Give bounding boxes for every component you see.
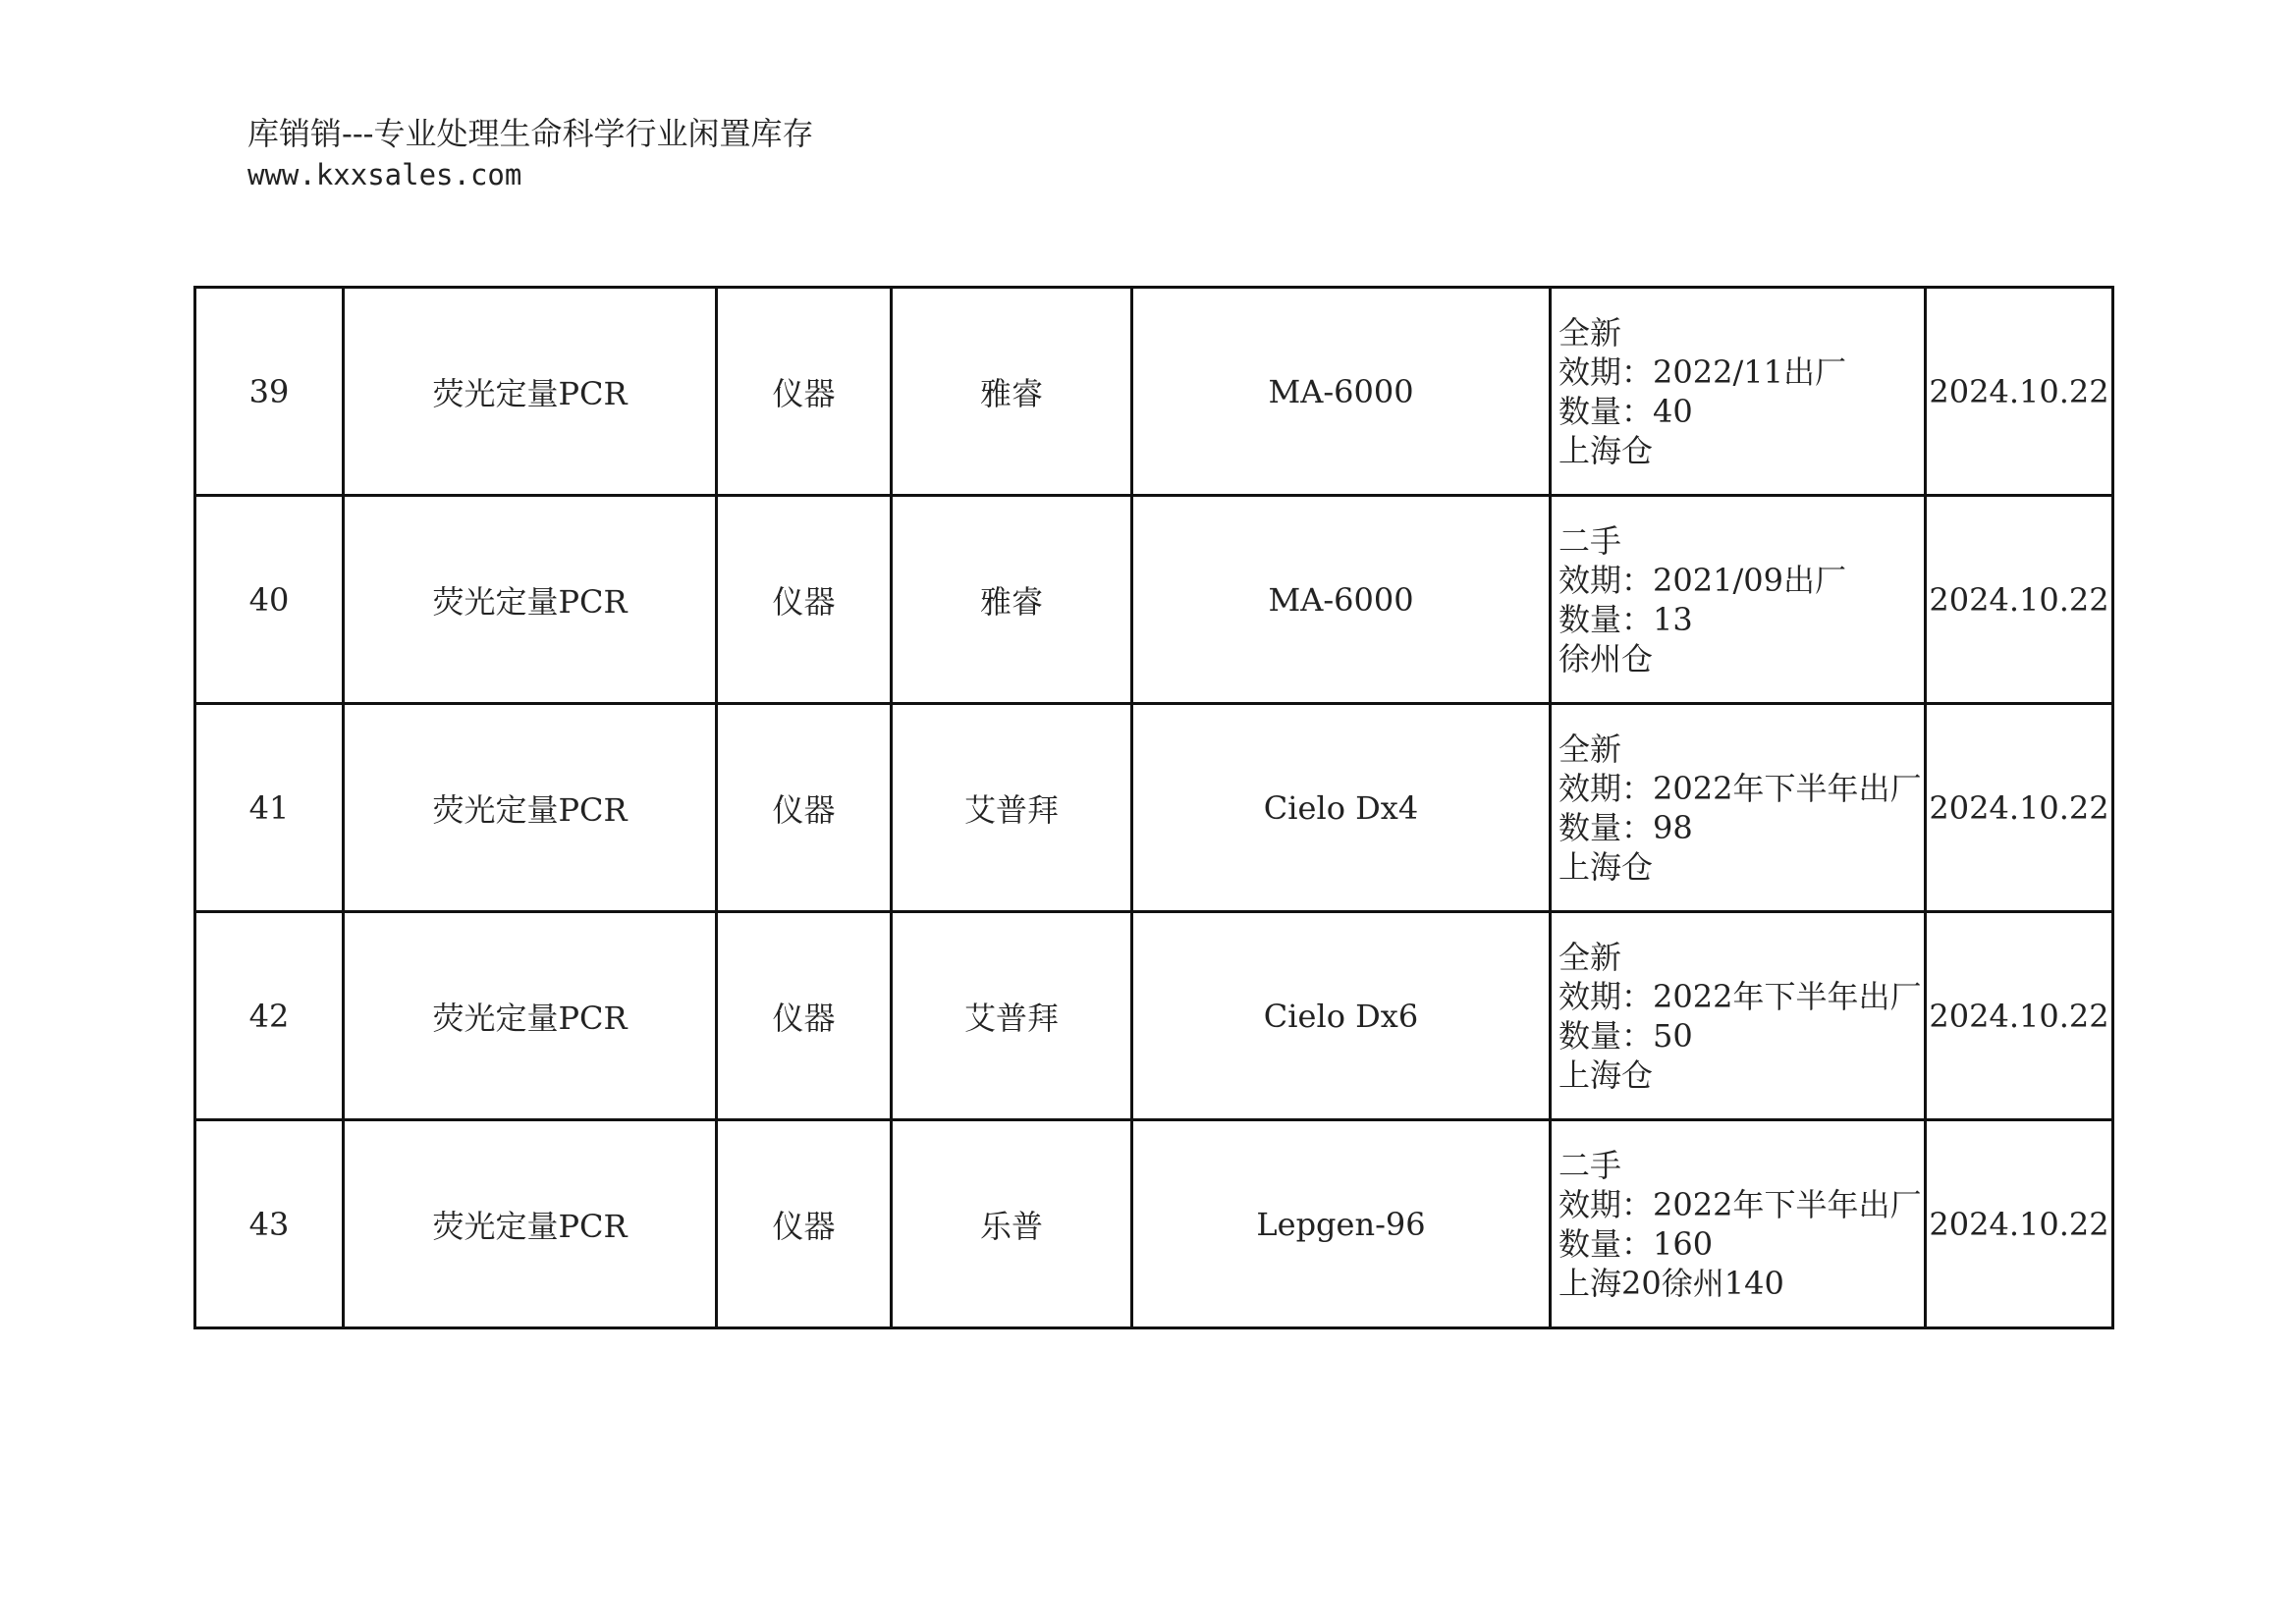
model-cell: MA-6000	[1132, 496, 1551, 704]
date-cell: 2024.10.22	[1926, 288, 2113, 496]
model-cell: MA-6000	[1132, 288, 1551, 496]
date-cell: 2024.10.22	[1926, 704, 2113, 912]
detail-line: 数量：40	[1558, 392, 1693, 430]
header-website: www.kxxsales.com	[247, 158, 522, 191]
detail-line: 全新	[1558, 313, 1622, 352]
category-cell: 仪器	[717, 704, 892, 912]
details-cell	[1551, 912, 1926, 1120]
row-number-cell: 40	[195, 496, 344, 704]
details-cell	[1551, 288, 1926, 496]
product-name-cell: 荧光定量PCR	[344, 704, 717, 912]
table-row	[195, 912, 2113, 1120]
date-cell: 2024.10.22	[1926, 1120, 2113, 1328]
row-number-cell: 41	[195, 704, 344, 912]
brand-cell: 雅睿	[892, 496, 1132, 704]
detail-line: 上海仓	[1558, 431, 1654, 469]
inventory-table	[193, 286, 2114, 1329]
model-cell: Cielo Dx6	[1132, 912, 1551, 1120]
table-row	[195, 496, 2113, 704]
detail-line: 全新	[1558, 730, 1622, 768]
product-name-cell: 荧光定量PCR	[344, 496, 717, 704]
table-row	[195, 288, 2113, 496]
row-number-cell: 43	[195, 1120, 344, 1328]
detail-line: 效期：2021/09出厂	[1558, 561, 1846, 599]
brand-cell: 乐普	[892, 1120, 1132, 1328]
inventory-table-body	[195, 288, 2113, 1328]
details-cell	[1551, 496, 1926, 704]
product-name-cell: 荧光定量PCR	[344, 1120, 717, 1328]
category-cell: 仪器	[717, 1120, 892, 1328]
detail-line: 上海仓	[1558, 1056, 1654, 1094]
page-header	[247, 112, 813, 194]
category-cell: 仪器	[717, 288, 892, 496]
detail-line: 效期：2022年下半年出厂	[1558, 977, 1922, 1015]
detail-line: 上海仓	[1558, 847, 1654, 886]
product-name-cell: 荧光定量PCR	[344, 912, 717, 1120]
detail-line: 徐州仓	[1558, 639, 1654, 677]
model-cell: Lepgen-96	[1132, 1120, 1551, 1328]
detail-line: 效期：2022年下半年出厂	[1558, 1185, 1922, 1223]
detail-line: 二手	[1558, 1146, 1622, 1184]
detail-line: 数量：98	[1558, 808, 1693, 846]
date-cell: 2024.10.22	[1926, 912, 2113, 1120]
detail-line: 上海20徐州140	[1558, 1264, 1784, 1302]
details-cell	[1551, 704, 1926, 912]
product-name-cell: 荧光定量PCR	[344, 288, 717, 496]
category-cell: 仪器	[717, 496, 892, 704]
row-number-cell: 42	[195, 912, 344, 1120]
detail-line: 二手	[1558, 521, 1622, 560]
details-cell	[1551, 1120, 1926, 1328]
date-cell: 2024.10.22	[1926, 496, 2113, 704]
table-row	[195, 704, 2113, 912]
header-title: 库销销---专业处理生命科学行业闲置库存	[247, 115, 814, 152]
brand-cell: 雅睿	[892, 288, 1132, 496]
detail-line: 数量：50	[1558, 1016, 1693, 1055]
model-cell: Cielo Dx4	[1132, 704, 1551, 912]
detail-line: 数量：13	[1558, 600, 1693, 638]
row-number-cell: 39	[195, 288, 344, 496]
detail-line: 效期：2022年下半年出厂	[1558, 769, 1922, 807]
brand-cell: 艾普拜	[892, 704, 1132, 912]
brand-cell: 艾普拜	[892, 912, 1132, 1120]
category-cell: 仪器	[717, 912, 892, 1120]
detail-line: 全新	[1558, 938, 1622, 976]
detail-line: 效期：2022/11出厂	[1558, 352, 1846, 391]
detail-line: 数量：160	[1558, 1224, 1714, 1263]
table-row	[195, 1120, 2113, 1328]
